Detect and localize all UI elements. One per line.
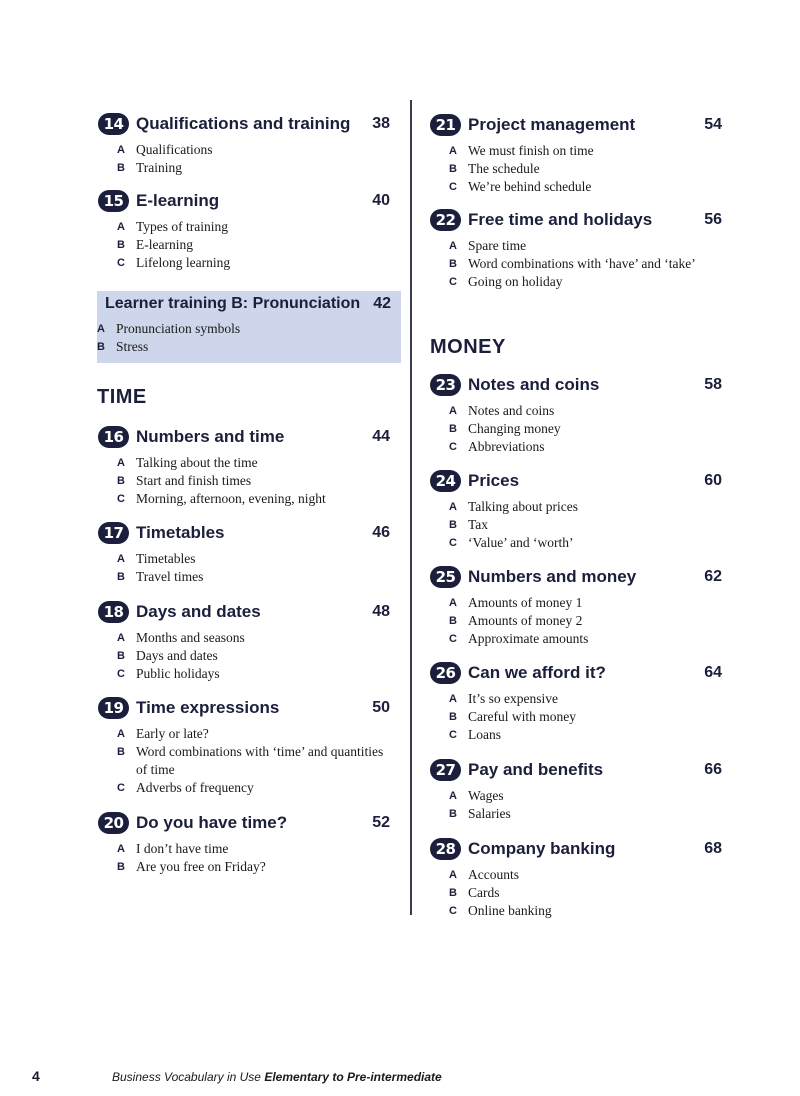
list-item [430, 142, 722, 160]
unit-title[interactable]: Numbers and time [136, 427, 285, 446]
list-item [430, 708, 722, 726]
item-text: I don’t have time [136, 841, 229, 856]
unit-title[interactable]: Timetables [136, 523, 225, 542]
list-item [78, 320, 378, 338]
unit-28[interactable] [430, 836, 722, 920]
column-divider [410, 100, 412, 915]
item-letter: B [449, 615, 457, 627]
item-text: E-learning [136, 237, 193, 252]
unit-16[interactable] [98, 424, 390, 508]
unit-header [98, 695, 390, 721]
unit-19[interactable] [98, 695, 390, 797]
unit-page-number: 50 [372, 699, 390, 716]
item-letter: B [449, 711, 457, 723]
unit-26[interactable] [430, 660, 722, 744]
unit-title[interactable]: Project management [468, 115, 636, 134]
item-text: Approximate amounts [468, 631, 589, 646]
unit-items [98, 141, 390, 177]
item-letter: A [449, 405, 457, 417]
section-heading-money: MONEY [430, 336, 506, 358]
section-heading-time: TIME [97, 386, 147, 408]
list-item [98, 141, 390, 159]
list-item [98, 858, 390, 876]
unit-title[interactable]: Company banking [468, 839, 616, 858]
unit-number-badge: 28 [430, 838, 461, 860]
unit-header [430, 207, 722, 233]
unit-items [98, 725, 390, 797]
item-letter: B [449, 887, 457, 899]
list-item [98, 472, 390, 490]
item-letter: A [117, 632, 125, 644]
item-letter: C [449, 729, 457, 741]
unit-number-badge: 19 [98, 697, 129, 719]
item-text: Public holidays [136, 666, 220, 681]
unit-15[interactable] [98, 188, 390, 272]
item-text: Types of training [136, 219, 229, 234]
unit-page-number: 40 [372, 192, 390, 209]
item-letter: B [117, 571, 125, 583]
item-text: Accounts [468, 867, 519, 882]
list-item [98, 665, 390, 683]
unit-25[interactable] [430, 564, 722, 648]
item-text: Travel times [136, 569, 204, 584]
item-letter: B [449, 423, 457, 435]
item-text: Notes and coins [468, 403, 555, 418]
footer-book-title [112, 1070, 442, 1084]
list-item [430, 787, 722, 805]
unit-header [430, 112, 722, 138]
item-letter: C [117, 668, 125, 680]
item-text: Pronunciation symbols [116, 321, 241, 336]
list-item [430, 160, 722, 178]
unit-title[interactable]: Notes and coins [468, 375, 600, 394]
item-text: Adverbs of frequency [136, 780, 254, 795]
unit-page-number: 44 [372, 428, 390, 445]
unit-title[interactable]: Can we afford it? [468, 663, 606, 682]
unit-number-badge: 21 [430, 114, 461, 136]
item-text: Changing money [468, 421, 561, 436]
item-text: Careful with money [468, 709, 576, 724]
unit-header [430, 564, 722, 590]
list-item [430, 884, 722, 902]
unit-header [430, 757, 722, 783]
item-letter: B [117, 650, 125, 662]
unit-14[interactable] [98, 111, 390, 177]
unit-number-badge: 18 [98, 601, 129, 623]
unit-header [98, 424, 390, 450]
item-text: Training [136, 160, 183, 175]
unit-page-number: 48 [372, 603, 390, 620]
unit-title[interactable]: Prices [468, 471, 520, 490]
item-text: The schedule [468, 161, 540, 176]
unit-page-number: 66 [704, 761, 722, 778]
item-letter: B [449, 808, 457, 820]
item-text: Tax [468, 517, 489, 532]
item-letter: B [449, 519, 457, 531]
unit-header [98, 188, 390, 214]
item-text: Lifelong learning [136, 255, 231, 270]
unit-page-number: 38 [372, 115, 390, 132]
list-item [98, 647, 390, 665]
unit-items [98, 629, 390, 683]
item-text: Online banking [468, 903, 552, 918]
unit-number-badge: 20 [98, 812, 129, 834]
unit-title[interactable]: E-learning [136, 191, 220, 210]
unit-17[interactable] [98, 520, 390, 586]
unit-27[interactable] [430, 757, 722, 823]
unit-header [98, 810, 390, 836]
item-letter: A [449, 145, 457, 157]
unit-title[interactable]: Pay and benefits [468, 760, 604, 779]
unit-number-badge: 16 [98, 426, 129, 448]
item-text: Are you free on Friday? [136, 859, 266, 874]
list-item [430, 420, 722, 438]
unit-title[interactable]: Qualifications and training [136, 114, 351, 133]
list-item [98, 725, 390, 743]
item-text: Word combinations with ‘time’ and quantities of time [136, 744, 384, 777]
list-item [430, 273, 722, 291]
unit-20[interactable] [98, 810, 390, 876]
list-item [430, 805, 722, 823]
unit-number-badge: 23 [430, 374, 461, 396]
item-text: Salaries [468, 806, 511, 821]
unit-items [430, 787, 722, 823]
item-letter: A [449, 790, 457, 802]
unit-23[interactable] [430, 372, 722, 456]
unit-number-badge: 15 [98, 190, 129, 212]
unit-22[interactable] [430, 207, 722, 291]
unit-items [430, 690, 722, 744]
item-letter: B [117, 861, 125, 873]
unit-items [430, 498, 722, 552]
unit-21[interactable] [430, 112, 722, 196]
item-letter: C [117, 782, 125, 794]
item-letter: A [117, 553, 125, 565]
unit-page-number: 54 [704, 116, 722, 133]
item-text: Talking about prices [468, 499, 579, 514]
item-text: Wages [468, 788, 504, 803]
unit-items [430, 866, 722, 920]
unit-number-badge: 25 [430, 566, 461, 588]
list-item [430, 516, 722, 534]
unit-title[interactable]: Days and dates [136, 602, 261, 621]
learner-training-box[interactable] [97, 291, 401, 363]
list-item [430, 255, 722, 273]
list-item [98, 550, 390, 568]
list-item [430, 498, 722, 516]
item-letter: B [97, 341, 105, 353]
list-item [98, 159, 390, 177]
item-letter: A [449, 869, 457, 881]
unit-header [430, 468, 722, 494]
unit-header [430, 836, 722, 862]
list-item [430, 902, 722, 920]
unit-number-badge: 14 [98, 113, 129, 135]
item-text: Morning, afternoon, evening, night [136, 491, 326, 506]
unit-number-badge: 27 [430, 759, 461, 781]
list-item [98, 629, 390, 647]
list-item [430, 594, 722, 612]
unit-24[interactable] [430, 468, 722, 552]
unit-number-badge: 22 [430, 209, 461, 231]
item-letter: B [117, 239, 125, 251]
unit-page-number: 64 [704, 664, 722, 681]
list-item [98, 490, 390, 508]
list-item [98, 454, 390, 472]
unit-page-number: 46 [372, 524, 390, 541]
unit-items [98, 218, 390, 272]
book-title: Business Vocabulary in Use [112, 1070, 261, 1084]
unit-title[interactable]: Do you have time? [136, 813, 288, 832]
item-letter: B [449, 258, 457, 270]
item-text: Word combinations with ‘have’ and ‘take’ [468, 256, 696, 271]
item-text: Abbreviations [468, 439, 545, 454]
unit-header [98, 599, 390, 625]
item-text: It’s so expensive [468, 691, 558, 706]
item-letter: C [117, 493, 125, 505]
item-text: Days and dates [136, 648, 218, 663]
unit-header [430, 372, 722, 398]
page-number: 4 [32, 1068, 40, 1084]
item-letter: B [449, 163, 457, 175]
item-letter: C [449, 181, 457, 193]
unit-page-number: 58 [704, 376, 722, 393]
item-text: Cards [468, 885, 500, 900]
unit-page-number: 60 [704, 472, 722, 489]
list-item [98, 743, 390, 779]
item-text: Qualifications [136, 142, 213, 157]
list-item [98, 254, 390, 272]
list-item [98, 236, 390, 254]
unit-18[interactable] [98, 599, 390, 683]
book-level: Elementary to Pre-intermediate [264, 1070, 442, 1084]
list-item [430, 237, 722, 255]
item-letter: C [449, 441, 457, 453]
list-item [430, 612, 722, 630]
unit-header [98, 111, 390, 137]
list-item [98, 840, 390, 858]
list-item [78, 338, 378, 356]
learner-training-items [78, 320, 378, 356]
unit-number-badge: 17 [98, 522, 129, 544]
learner-training-page: 42 [373, 295, 391, 312]
item-letter: A [449, 240, 457, 252]
item-letter: A [117, 728, 125, 740]
unit-items [98, 454, 390, 508]
item-text: Start and finish times [136, 473, 252, 488]
item-text: ‘Value’ and ‘worth’ [468, 535, 574, 550]
unit-items [98, 550, 390, 586]
item-letter: C [449, 276, 457, 288]
item-letter: C [449, 905, 457, 917]
item-letter: B [117, 162, 125, 174]
item-letter: A [117, 843, 125, 855]
list-item [430, 402, 722, 420]
unit-items [98, 840, 390, 876]
item-letter: A [449, 597, 457, 609]
item-letter: A [117, 221, 125, 233]
unit-title[interactable]: Free time and holidays [468, 210, 653, 229]
list-item [430, 866, 722, 884]
list-item [430, 438, 722, 456]
list-item [98, 568, 390, 586]
unit-items [430, 594, 722, 648]
unit-number-badge: 26 [430, 662, 461, 684]
unit-page-number: 68 [704, 840, 722, 857]
item-letter: C [449, 633, 457, 645]
unit-items [430, 402, 722, 456]
item-text: Spare time [468, 238, 527, 253]
list-item [430, 690, 722, 708]
unit-header [98, 520, 390, 546]
item-letter: A [117, 144, 125, 156]
item-letter: A [449, 693, 457, 705]
item-text: We’re behind schedule [468, 179, 592, 194]
unit-page-number: 52 [372, 814, 390, 831]
unit-number-badge: 24 [430, 470, 461, 492]
list-item [430, 534, 722, 552]
learner-training-title: Learner training B: Pronunciation [105, 295, 361, 312]
item-text: Amounts of money 1 [468, 595, 583, 610]
item-text: Months and seasons [136, 630, 245, 645]
item-letter: C [117, 257, 125, 269]
unit-items [430, 142, 722, 196]
list-item [430, 178, 722, 196]
item-text: Talking about the time [136, 455, 258, 470]
item-letter: B [117, 746, 125, 758]
item-text: Amounts of money 2 [468, 613, 583, 628]
item-letter: A [97, 323, 105, 335]
item-text: Timetables [136, 551, 196, 566]
item-text: We must finish on time [468, 143, 594, 158]
item-text: Early or late? [136, 726, 209, 741]
unit-page-number: 56 [704, 211, 722, 228]
list-item [430, 726, 722, 744]
list-item [430, 630, 722, 648]
item-letter: A [117, 457, 125, 469]
item-letter: B [117, 475, 125, 487]
unit-items [430, 237, 722, 291]
item-letter: C [449, 537, 457, 549]
list-item [98, 218, 390, 236]
unit-page-number: 62 [704, 568, 722, 585]
item-text: Going on holiday [468, 274, 563, 289]
item-text: Loans [468, 727, 501, 742]
unit-title[interactable]: Numbers and money [468, 567, 637, 586]
item-text: Stress [116, 339, 149, 354]
list-item [98, 779, 390, 797]
item-letter: A [449, 501, 457, 513]
unit-title[interactable]: Time expressions [136, 698, 280, 717]
unit-header [430, 660, 722, 686]
